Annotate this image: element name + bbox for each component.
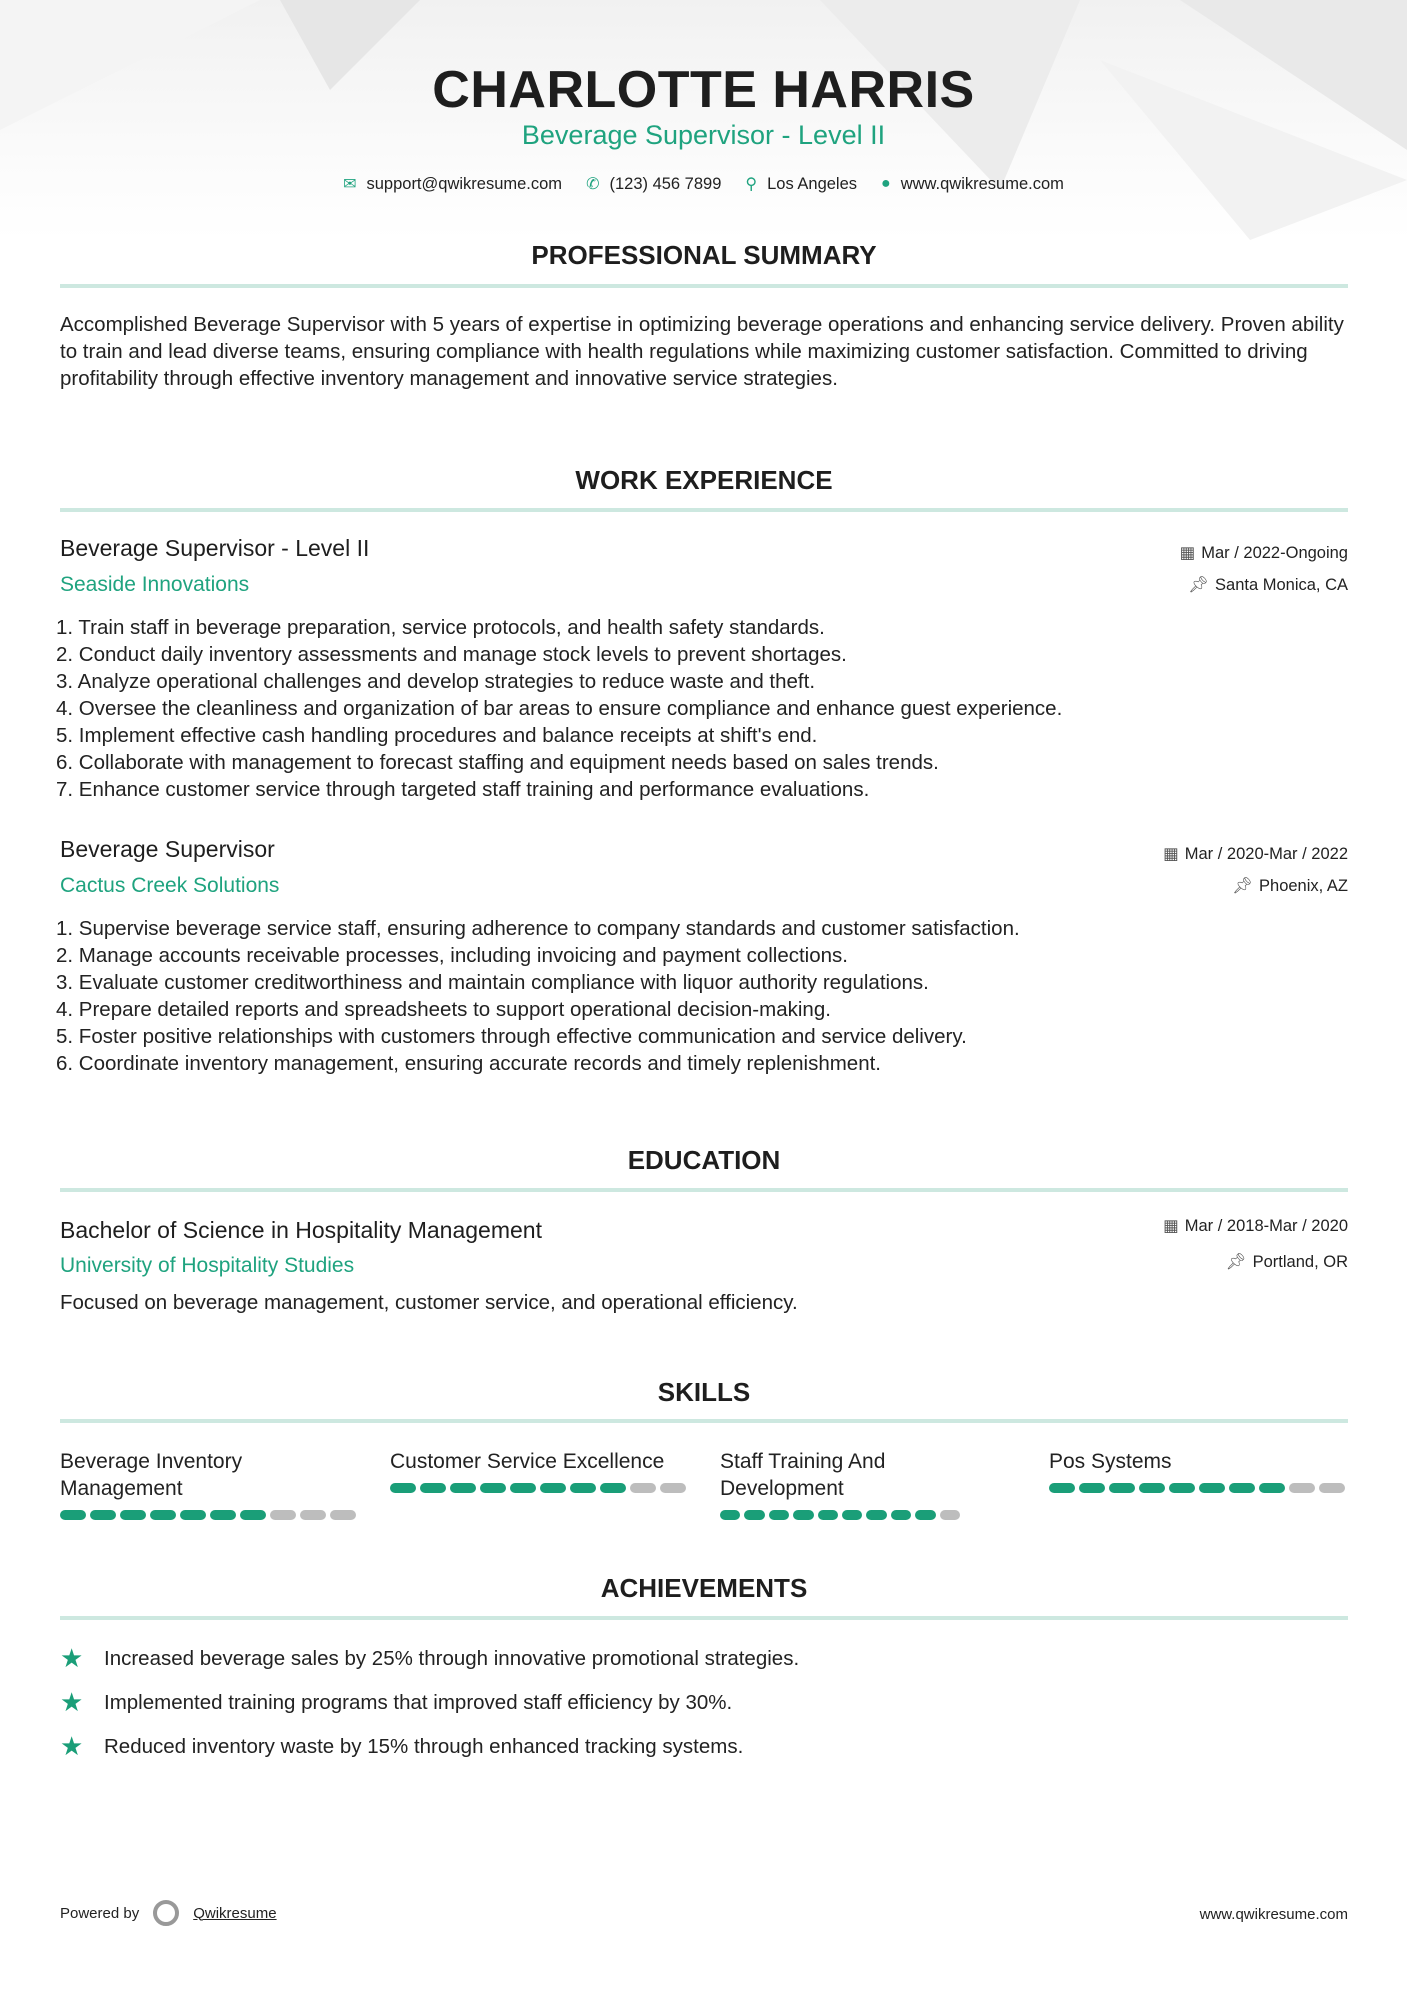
job-date: ▦ Mar / 2020-Mar / 2022 bbox=[1163, 845, 1348, 863]
qwikresume-logo-icon bbox=[153, 1900, 179, 1926]
education-description: Focused on beverage management, customer service, and operational efficiency. bbox=[60, 1291, 798, 1314]
skills-heading: SKILLS bbox=[657, 1377, 751, 1407]
list-item: 7. Enhance customer service through targeted staff training and performance evaluations. bbox=[56, 778, 870, 801]
achievement-item: ★ Increased beverage sales by 25% through innovative promotional strategies. bbox=[60, 1643, 800, 1673]
rating-dot-filled bbox=[570, 1483, 596, 1493]
rating-dot-filled bbox=[720, 1510, 740, 1520]
star-icon: ★ bbox=[60, 1687, 84, 1717]
education-date: ▦ Mar / 2018-Mar / 2020 bbox=[1163, 1217, 1348, 1235]
rating-dot-filled bbox=[1199, 1483, 1225, 1493]
rating-dot-filled bbox=[793, 1510, 813, 1520]
rating-dot-filled bbox=[915, 1510, 935, 1520]
list-item: 1. Train staff in beverage preparation, service protocols, and health safety standards. bbox=[56, 616, 825, 639]
rating-dot-filled bbox=[210, 1510, 236, 1520]
rating-dot-empty bbox=[940, 1510, 960, 1520]
website[interactable]: www.qwikresume.com bbox=[900, 174, 1064, 193]
skill-rating bbox=[720, 1510, 960, 1520]
rating-dot-filled bbox=[1109, 1483, 1135, 1493]
skill-name: Pos Systems bbox=[1049, 1450, 1172, 1473]
pin-icon: 📌︎ bbox=[1232, 877, 1254, 895]
rating-dot-filled bbox=[450, 1483, 476, 1493]
divider bbox=[60, 1616, 1348, 1620]
rating-dot-filled bbox=[1079, 1483, 1105, 1493]
rating-dot-filled bbox=[842, 1510, 862, 1520]
list-item: 3. Evaluate customer creditworthiness and maintain compliance with liquor authority regulations. bbox=[56, 971, 929, 994]
calendar-icon: ▦ bbox=[1163, 845, 1179, 863]
skill-rating bbox=[1049, 1483, 1349, 1493]
rating-dot-filled bbox=[866, 1510, 886, 1520]
rating-dot-filled bbox=[180, 1510, 206, 1520]
pin-icon: 📌︎ bbox=[1225, 1253, 1247, 1271]
rating-dot-filled bbox=[818, 1510, 838, 1520]
job-duties bbox=[56, 614, 1346, 803]
phone: (123) 456 7899 bbox=[609, 174, 722, 193]
skill bbox=[720, 1448, 960, 1520]
summary-heading: PROFESSIONAL SUMMARY bbox=[531, 240, 877, 270]
job-date: ▦ Mar / 2022-Ongoing bbox=[1179, 544, 1348, 562]
rating-dot-filled bbox=[1229, 1483, 1255, 1493]
list-item: 5. Foster positive relationships with customers through effective communication and service delivery. bbox=[56, 1025, 967, 1048]
skill-rating bbox=[390, 1483, 690, 1493]
school: University of Hospitality Studies bbox=[60, 1254, 355, 1277]
skill bbox=[1049, 1448, 1349, 1493]
job-title: Beverage Supervisor bbox=[60, 836, 275, 862]
rating-dot-filled bbox=[1259, 1483, 1285, 1493]
divider bbox=[60, 1419, 1348, 1423]
globe-icon: ● bbox=[881, 175, 891, 192]
summary-text: Accomplished Beverage Supervisor with 5 years of expertise in optimizing beverage operations and enhancing service delivery. Proven ability to train and lead diverse teams, ensuring compliance with health regulations while maximizing customer satisfaction. Committed to driving profitability through effective inventory management and innovative service strategies. bbox=[60, 313, 1344, 390]
footer-powered: Powered by Qwikresume bbox=[60, 1900, 277, 1926]
divider bbox=[60, 508, 1348, 512]
list-item: 1. Supervise beverage service staff, ensuring adherence to company standards and customer satisfaction. bbox=[56, 917, 1020, 940]
rating-dot-filled bbox=[480, 1483, 506, 1493]
rating-dot-filled bbox=[90, 1510, 116, 1520]
achievements-heading: ACHIEVEMENTS bbox=[600, 1573, 808, 1603]
rating-dot-empty bbox=[1289, 1483, 1315, 1493]
rating-dot-filled bbox=[540, 1483, 566, 1493]
star-icon: ★ bbox=[60, 1643, 84, 1673]
rating-dot-filled bbox=[600, 1483, 626, 1493]
brand-link[interactable]: Qwikresume bbox=[193, 1904, 277, 1922]
job-company: Seaside Innovations bbox=[60, 573, 250, 596]
skill-rating bbox=[60, 1510, 360, 1520]
skill-name: Staff Training And Development bbox=[720, 1450, 886, 1500]
divider bbox=[60, 1188, 1348, 1192]
list-item: 6. Coordinate inventory management, ensuring accurate records and timely replenishment. bbox=[56, 1052, 881, 1075]
rating-dot-empty bbox=[300, 1510, 326, 1520]
experience-heading: WORK EXPERIENCE bbox=[575, 465, 833, 495]
list-item: 6. Collaborate with management to forecast staffing and equipment needs based on sales trends. bbox=[56, 751, 939, 774]
rating-dot-filled bbox=[390, 1483, 416, 1493]
list-item: 4. Oversee the cleanliness and organization of bar areas to ensure compliance and enhance guest experience. bbox=[56, 697, 1063, 720]
rating-dot-filled bbox=[1049, 1483, 1075, 1493]
education-heading: EDUCATION bbox=[627, 1145, 781, 1175]
rating-dot-filled bbox=[150, 1510, 176, 1520]
rating-dot-empty bbox=[330, 1510, 356, 1520]
list-item: 2. Manage accounts receivable processes, including invoicing and payment collections. bbox=[56, 944, 848, 967]
rating-dot-filled bbox=[769, 1510, 789, 1520]
job-duties bbox=[56, 915, 1346, 1077]
list-item: 2. Conduct daily inventory assessments and manage stock levels to prevent shortages. bbox=[56, 643, 847, 666]
achievement-item: ★ Reduced inventory waste by 15% through enhanced tracking systems. bbox=[60, 1731, 744, 1761]
email[interactable]: support@qwikresume.com bbox=[366, 174, 563, 193]
rating-dot-filled bbox=[420, 1483, 446, 1493]
calendar-icon: ▦ bbox=[1163, 1217, 1179, 1235]
rating-dot-filled bbox=[510, 1483, 536, 1493]
divider bbox=[60, 284, 1348, 288]
list-item: 4. Prepare detailed reports and spreadsheets to support operational decision-making. bbox=[56, 998, 831, 1021]
calendar-icon: ▦ bbox=[1179, 544, 1196, 562]
phone-icon: ✆ bbox=[586, 176, 600, 193]
footer-website[interactable]: www.qwikresume.com bbox=[1199, 1906, 1348, 1923]
rating-dot-empty bbox=[630, 1483, 656, 1493]
rating-dot-filled bbox=[744, 1510, 764, 1520]
job-location: 📌︎ Santa Monica, CA bbox=[1188, 576, 1348, 594]
rating-dot-filled bbox=[1139, 1483, 1165, 1493]
email-icon: ✉ bbox=[343, 176, 357, 193]
rating-dot-empty bbox=[660, 1483, 686, 1493]
skill-name: Beverage Inventory Management bbox=[60, 1450, 243, 1500]
candidate-title: Beverage Supervisor - Level II bbox=[521, 120, 886, 150]
rating-dot-filled bbox=[891, 1510, 911, 1520]
rating-dot-filled bbox=[1169, 1483, 1195, 1493]
skill-name: Customer Service Excellence bbox=[390, 1450, 665, 1473]
rating-dot-filled bbox=[60, 1510, 86, 1520]
rating-dot-filled bbox=[120, 1510, 146, 1520]
contact-bar bbox=[0, 174, 1407, 194]
candidate-name: CHARLOTTE HARRIS bbox=[432, 61, 975, 119]
skill bbox=[60, 1448, 360, 1520]
rating-dot-empty bbox=[1319, 1483, 1345, 1493]
job-title: Beverage Supervisor - Level II bbox=[60, 535, 370, 561]
location: Los Angeles bbox=[767, 174, 858, 193]
skill bbox=[390, 1448, 690, 1493]
achievement-item: ★ Implemented training programs that improved staff efficiency by 30%. bbox=[60, 1687, 733, 1717]
pin-icon: 📌︎ bbox=[1188, 576, 1210, 594]
star-icon: ★ bbox=[60, 1731, 84, 1761]
education-location: 📌︎ Portland, OR bbox=[1225, 1253, 1348, 1271]
location-pin-icon: ⚲ bbox=[745, 176, 758, 193]
degree: Bachelor of Science in Hospitality Management bbox=[60, 1217, 542, 1243]
rating-dot-filled bbox=[240, 1510, 266, 1520]
job-company: Cactus Creek Solutions bbox=[60, 874, 280, 897]
rating-dot-empty bbox=[270, 1510, 296, 1520]
job-location: 📌︎ Phoenix, AZ bbox=[1232, 877, 1348, 895]
list-item: 5. Implement effective cash handling procedures and balance receipts at shift's end. bbox=[56, 724, 818, 747]
list-item: 3. Analyze operational challenges and develop strategies to reduce waste and theft. bbox=[56, 670, 816, 693]
